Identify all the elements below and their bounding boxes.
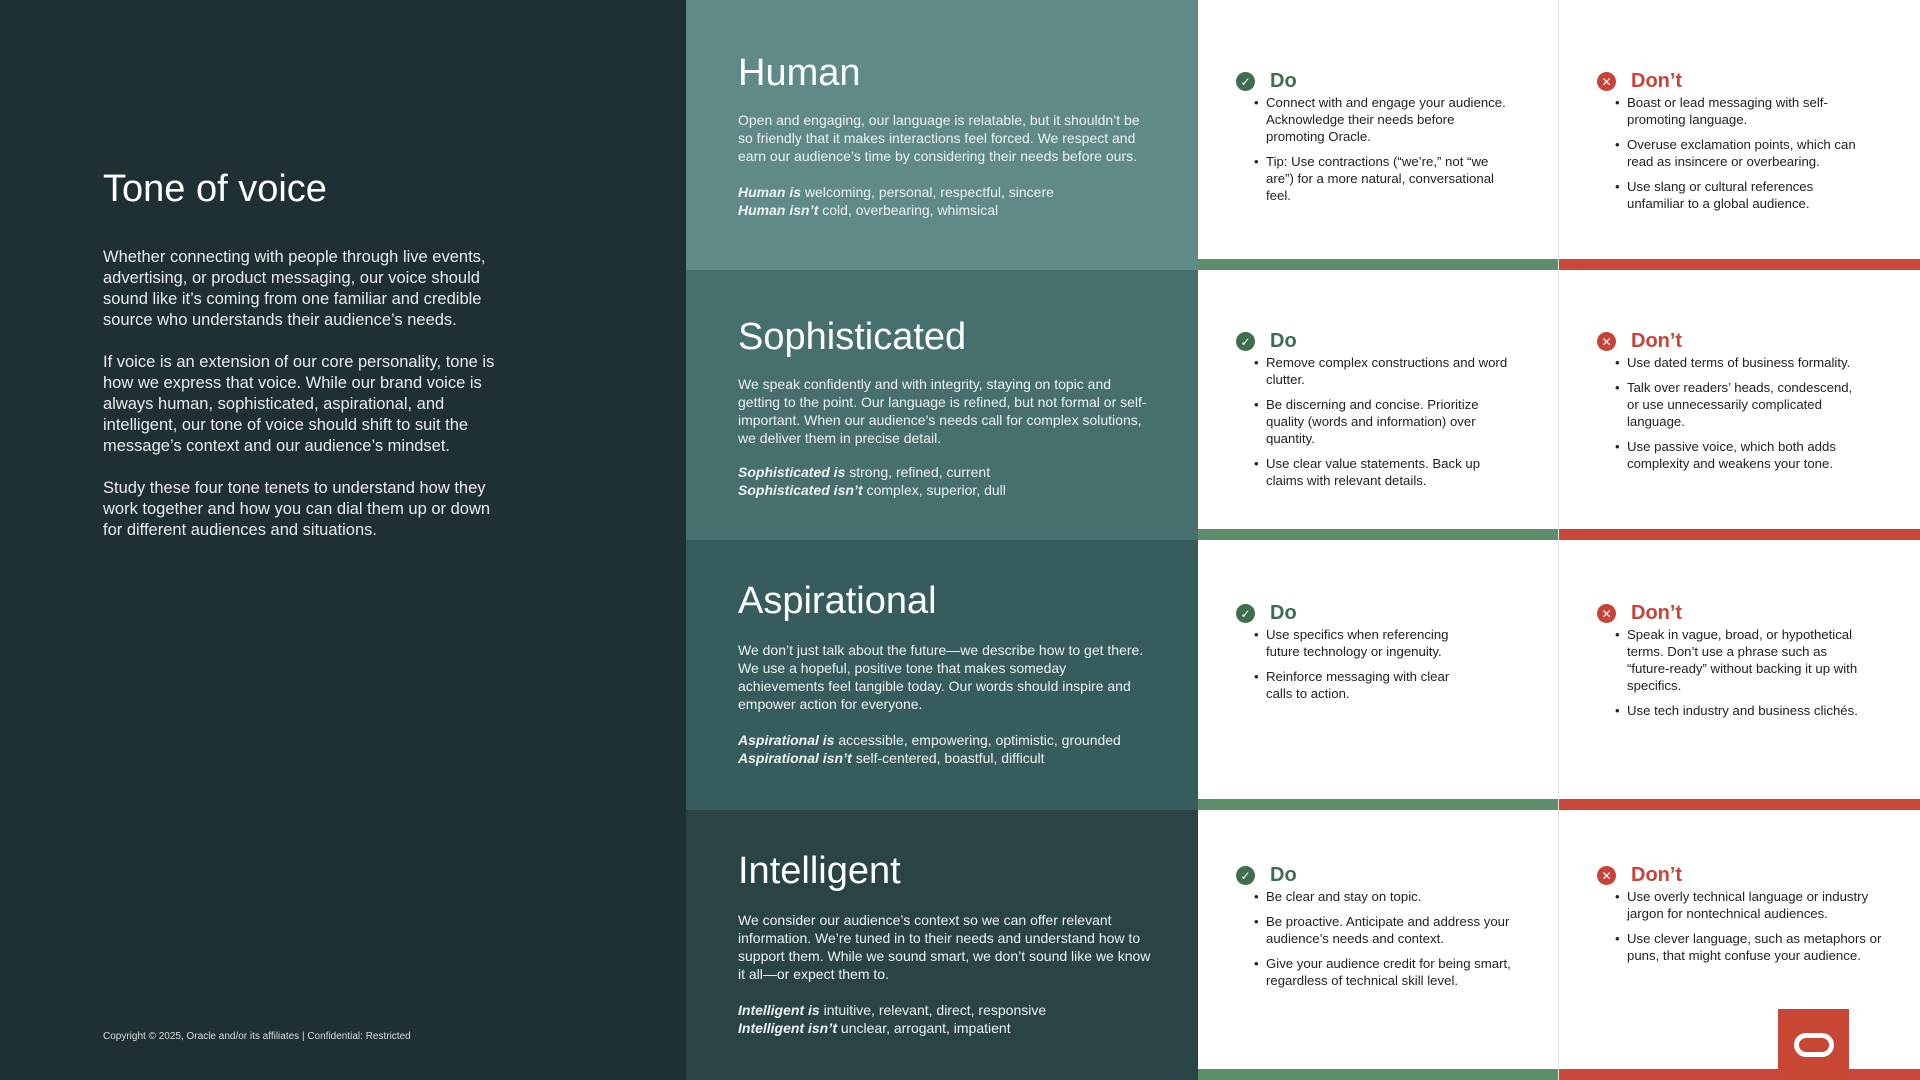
dont-heading <box>1597 602 1682 625</box>
tenet-isnt <box>738 201 1158 219</box>
list-item: • Connect with and engage your audience. Acknowledge their needs before promoting Oracle. <box>1266 94 1516 145</box>
list-item: • Use clever language, such as metaphors or puns, that might confuse your audience. <box>1627 930 1887 964</box>
do-panel <box>1198 270 1559 540</box>
dont-label: Don’t <box>1631 70 1683 92</box>
dont-label: Don’t <box>1631 602 1683 624</box>
dont-panel <box>1559 270 1920 540</box>
tenet-isnt-text: cold, overbearing, whimsical <box>818 202 999 218</box>
do-heading <box>1236 70 1297 93</box>
do-heading <box>1236 330 1297 353</box>
tenet-description: We consider our audience’s context so we can offer relevant information. We’re tuned in to their needs and understand how to support them. While we sound smart, we don’t sound like we know it all—or expect them to. <box>738 912 1151 982</box>
dont-list <box>1627 94 1857 220</box>
dont-label: Don’t <box>1631 864 1683 886</box>
tenet-isnt <box>738 481 1158 499</box>
do-label: Do <box>1270 330 1297 352</box>
do-list <box>1266 94 1516 212</box>
tenet-isnt-label: Intelligent isn’t <box>738 1020 838 1036</box>
check-icon: ✓ <box>1236 332 1255 351</box>
do-bar <box>1198 529 1558 540</box>
do-heading <box>1236 864 1297 887</box>
tenet-isnt-label: Aspirational isn’t <box>738 750 852 766</box>
list-item: • Use overly technical language or industry jargon for nontechnical audiences. <box>1627 888 1887 922</box>
do-bar <box>1198 1069 1558 1080</box>
oracle-logo-icon <box>1794 1033 1834 1057</box>
tenet-sophisticated <box>686 270 1198 540</box>
do-panel <box>1198 810 1559 1080</box>
do-heading <box>1236 602 1297 625</box>
dont-label: Don’t <box>1631 330 1683 352</box>
do-label: Do <box>1270 864 1297 886</box>
list-item: • Boast or lead messaging with self-promoting language. <box>1627 94 1857 128</box>
tenet-is-text: intuitive, relevant, direct, responsive <box>819 1002 1047 1018</box>
check-icon: ✓ <box>1236 604 1255 623</box>
do-bar <box>1198 799 1558 810</box>
dont-list <box>1627 888 1887 972</box>
x-icon: ✕ <box>1597 332 1616 351</box>
list-item: • Speak in vague, broad, or hypothetical terms. Don’t use a phrase such as “future-ready” without backing it up with specifics. <box>1627 626 1867 694</box>
list-item: • Talk over readers’ heads, condescend, or use unnecessarily complicated language. <box>1627 379 1867 430</box>
oracle-logo <box>1778 1009 1849 1080</box>
dont-heading <box>1597 330 1682 353</box>
check-icon: ✓ <box>1236 866 1255 885</box>
tenet-is-label: Intelligent is <box>738 1002 820 1018</box>
x-icon: ✕ <box>1597 72 1616 91</box>
copyright-footer: Copyright © 2025, Oracle and/or its affiliates | Confidential: Restricted <box>103 1031 411 1042</box>
list-item: • Be clear and stay on topic. <box>1266 888 1526 905</box>
tenet-title: Human <box>738 52 861 94</box>
tenet-description: Open and engaging, our language is relatable, but it shouldn’t be so friendly that it makes interactions feel forced. We respect and earn our audience’s time by considering their needs before ours. <box>738 112 1140 164</box>
tenet-title: Aspirational <box>738 580 937 622</box>
list-item: • Be discerning and concise. Prioritize quality (words and information) over quantity. <box>1266 396 1516 447</box>
tenet-isnt-label: Human isn’t <box>738 202 819 218</box>
list-item: • Use dated terms of business formality. <box>1627 354 1867 371</box>
intro-paragraph: Whether connecting with people through live events, advertising, or product messaging, our voice should sound like it’s coming from one familiar and credible source who understands their audience’s needs. <box>103 248 486 329</box>
list-item: • Use tech industry and business clichés. <box>1627 702 1867 719</box>
tenet-intelligent <box>686 810 1198 1080</box>
do-list <box>1266 354 1516 497</box>
check-icon: ✓ <box>1236 72 1255 91</box>
list-item: • Reinforce messaging with clear calls to action. <box>1266 668 1476 702</box>
tenet-description: We don’t just talk about the future—we describe how to get there. We use a hopeful, positive tone that makes someday achievements feel tangible today. Our words should inspire and empower action for everyone. <box>738 642 1144 712</box>
intro-text <box>103 247 503 562</box>
list-item: • Use passive voice, which both adds complexity and weakens your tone. <box>1627 438 1867 472</box>
dont-list <box>1627 354 1867 480</box>
list-item: • Use specifics when referencing future technology or ingenuity. <box>1266 626 1476 660</box>
tenet-row-sophisticated <box>686 270 1920 540</box>
list-item: • Be proactive. Anticipate and address your audience’s needs and context. <box>1266 913 1526 947</box>
intro-panel <box>0 0 686 1080</box>
do-list <box>1266 888 1526 997</box>
tenet-title: Sophisticated <box>738 316 967 358</box>
intro-paragraph: If voice is an extension of our core personality, tone is how we express that voice. While our brand voice is always human, sophisticated, aspirational, and intelligent, our tone of voice should shift to suit the message’s context and our audience’s mindset. <box>103 353 495 455</box>
tenet-is <box>738 1001 1158 1019</box>
list-item: • Use clear value statements. Back up claims with relevant details. <box>1266 455 1516 489</box>
list-item: • Tip: Use contractions (“we’re,” not “we are”) for a more natural, conversational feel. <box>1266 153 1516 204</box>
list-item: • Remove complex constructions and word clutter. <box>1266 354 1516 388</box>
dont-heading <box>1597 70 1682 93</box>
tenet-title: Intelligent <box>738 850 901 892</box>
tenet-is-label: Sophisticated is <box>738 464 846 480</box>
dont-bar <box>1559 259 1920 270</box>
tenet-isnt <box>738 749 1158 767</box>
dont-bar <box>1559 1069 1920 1080</box>
x-icon: ✕ <box>1597 866 1616 885</box>
do-list <box>1266 626 1476 710</box>
page-title: Tone of voice <box>103 168 327 210</box>
dont-heading <box>1597 864 1682 887</box>
tenet-isnt-text: complex, superior, dull <box>862 482 1006 498</box>
tenet-isnt-text: self-centered, boastful, difficult <box>851 750 1045 766</box>
tenet-is-label: Aspirational is <box>738 732 835 748</box>
dont-panel <box>1559 540 1920 810</box>
x-icon: ✕ <box>1597 604 1616 623</box>
tenet-rows <box>686 0 1920 1080</box>
do-panel <box>1198 540 1559 810</box>
tenet-is-text: accessible, empowering, optimistic, grounded <box>834 732 1121 748</box>
tenet-is <box>738 731 1158 749</box>
dont-list <box>1627 626 1867 727</box>
tenet-is <box>738 183 1158 201</box>
tenet-row-human <box>686 0 1920 270</box>
tenet-is-text: strong, refined, current <box>845 464 991 480</box>
list-item: • Use slang or cultural references unfamiliar to a global audience. <box>1627 178 1857 212</box>
do-bar <box>1198 259 1558 270</box>
dont-bar <box>1559 529 1920 540</box>
tenet-row-aspirational <box>686 540 1920 810</box>
tenet-human <box>686 0 1198 270</box>
list-item: • Give your audience credit for being smart, regardless of technical skill level. <box>1266 955 1526 989</box>
intro-paragraph: Study these four tone tenets to understand how they work together and how you can dial them up or down for different audiences and situations. <box>103 479 491 539</box>
tenet-isnt <box>738 1019 1158 1037</box>
tenet-is-label: Human is <box>738 184 802 200</box>
tenet-is <box>738 463 1158 481</box>
dont-panel <box>1559 810 1920 1080</box>
do-label: Do <box>1270 602 1297 624</box>
tenet-row-intelligent <box>686 810 1920 1080</box>
list-item: • Overuse exclamation points, which can read as insincere or overbearing. <box>1627 136 1857 170</box>
dont-panel <box>1559 0 1920 270</box>
do-label: Do <box>1270 70 1297 92</box>
do-panel <box>1198 0 1559 270</box>
tenet-description: We speak confidently and with integrity, staying on topic and getting to the point. Our language is refined, but not formal or self-important. When our audience’s needs call for complex solutions, we deliver them in precise detail. <box>738 376 1147 446</box>
tenet-isnt-label: Sophisticated isn’t <box>738 482 863 498</box>
tenet-aspirational <box>686 540 1198 810</box>
tenet-isnt-text: unclear, arrogant, impatient <box>837 1020 1011 1036</box>
dont-bar <box>1559 799 1920 810</box>
tenet-is-text: welcoming, personal, respectful, sincere <box>801 184 1054 200</box>
